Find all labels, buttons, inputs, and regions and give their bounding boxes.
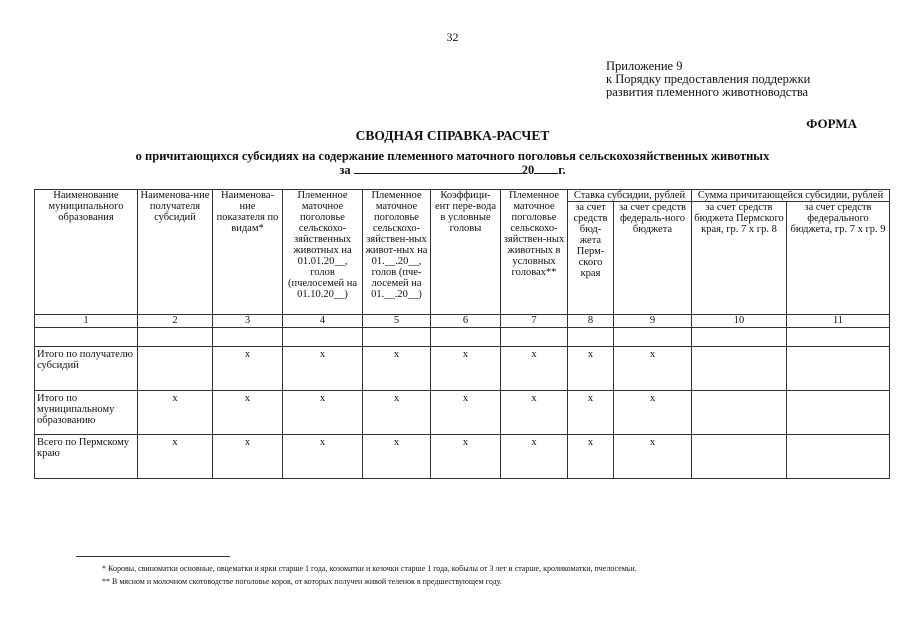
column-number: 10 bbox=[692, 315, 787, 328]
column-number: 9 bbox=[614, 315, 692, 328]
table-cell bbox=[692, 347, 787, 391]
table-cell: х bbox=[283, 347, 363, 391]
empty-row bbox=[35, 328, 890, 347]
table-cell bbox=[692, 328, 787, 347]
table-cell: х bbox=[501, 391, 568, 435]
header-conversion-coefficient: Коэффици-ент пере-вода в условные головы bbox=[431, 190, 501, 315]
year-blank-field bbox=[534, 161, 558, 174]
column-number: 7 bbox=[501, 315, 568, 328]
table-cell: х bbox=[363, 391, 431, 435]
table-cell: х bbox=[138, 391, 213, 435]
table-cell bbox=[431, 328, 501, 347]
table-row bbox=[35, 347, 890, 391]
document-subtitle: о причитающихся субсидиях на содержание племенного маточного поголовья сельскохозяйственных животных bbox=[135, 149, 770, 163]
table-cell: х bbox=[213, 391, 283, 435]
table-cell: х bbox=[568, 347, 614, 391]
table-cell: х bbox=[501, 347, 568, 391]
column-number: 11 bbox=[787, 315, 890, 328]
table-cell: х bbox=[568, 435, 614, 479]
table-cell bbox=[787, 328, 890, 347]
table-cell bbox=[787, 391, 890, 435]
table-cell: х bbox=[431, 347, 501, 391]
column-number: 1 bbox=[35, 315, 138, 328]
table-cell: х bbox=[431, 435, 501, 479]
table-row bbox=[35, 435, 890, 479]
table-cell: х bbox=[363, 347, 431, 391]
document-title: СВОДНАЯ СПРАВКА-РАСЧЕТ bbox=[355, 128, 550, 143]
appendix-note bbox=[606, 60, 810, 99]
table-cell: х bbox=[614, 391, 692, 435]
table-cell: х bbox=[431, 391, 501, 435]
table-cell: х bbox=[614, 347, 692, 391]
row-label: Всего по Пермскому краю bbox=[35, 435, 138, 479]
table-cell bbox=[363, 328, 431, 347]
header-livestock-conditional: Племенное маточное поголовье сельскохо-зяйствен-ных животных в условных головах** bbox=[501, 190, 568, 315]
table-cell bbox=[213, 328, 283, 347]
appendix-line: к Порядку предоставления поддержки bbox=[606, 72, 811, 86]
table-cell bbox=[787, 435, 890, 479]
period-suffix: г. bbox=[558, 163, 566, 177]
column-number: 2 bbox=[138, 315, 213, 328]
table-cell bbox=[283, 328, 363, 347]
table-cell bbox=[568, 328, 614, 347]
header-rate-regional: за счет средств бюд-жета Перм-ского края bbox=[568, 202, 614, 315]
column-number: 6 bbox=[431, 315, 501, 328]
table-row bbox=[35, 391, 890, 435]
table-cell: х bbox=[213, 435, 283, 479]
header-livestock-jan: Племенное маточное поголовье сельскохо-зяйственных животных на 01.01.20__, голов (пчелосемей на 01.10.20__) bbox=[283, 190, 363, 315]
subsidy-calculation-table bbox=[34, 189, 890, 479]
header-rate-federal: за счет средств федераль-ного бюджета bbox=[614, 202, 692, 315]
column-number-row bbox=[35, 315, 890, 328]
table-cell bbox=[138, 347, 213, 391]
period-prefix: за bbox=[339, 163, 351, 177]
table-cell: х bbox=[213, 347, 283, 391]
period-blank-field bbox=[354, 161, 522, 174]
table-cell bbox=[692, 391, 787, 435]
period-year: 20 bbox=[521, 163, 535, 177]
table-cell bbox=[138, 328, 213, 347]
header-recipient: Наименова-ние получателя субсидий bbox=[138, 190, 213, 315]
row-label: Итого по муниципальному образованию bbox=[35, 391, 138, 435]
column-number: 4 bbox=[283, 315, 363, 328]
appendix-line: Приложение 9 bbox=[606, 59, 683, 73]
header-sum-regional: за счет средств бюджета Пермского края, гр. 7 х гр. 8 bbox=[692, 202, 787, 315]
column-number: 8 bbox=[568, 315, 614, 328]
table-cell: х bbox=[363, 435, 431, 479]
table-cell bbox=[614, 328, 692, 347]
table-cell bbox=[787, 347, 890, 391]
header-municipality: Наименование муниципального образования bbox=[35, 190, 138, 315]
header-indicator: Наименова-ние показателя по видам* bbox=[213, 190, 283, 315]
footnote-species: * Коровы, свиноматки основные, овцематки и ярки старше 1 года, козоматки и козочки старше 1 года, кобылы от 3 лет и старше, кроликоматки, пчелосемьи. bbox=[102, 564, 637, 573]
table-cell: х bbox=[283, 435, 363, 479]
table-cell: х bbox=[283, 391, 363, 435]
footnote-divider bbox=[76, 556, 230, 557]
header-livestock-current: Племенное маточное поголовье сельскохо-зяйствен-ных живот-ных на 01.__.20__, голов (пче-лосемей на 01.__.20__) bbox=[363, 190, 431, 315]
appendix-line: развития племенного животноводства bbox=[606, 85, 809, 99]
table-cell: х bbox=[138, 435, 213, 479]
header-sum-federal: за счет средств федерального бюджета, гр. 7 х гр. 9 bbox=[787, 202, 890, 315]
footnote-cattle: ** В мясном и молочном скотоводстве поголовье коров, от которых получен живой теленок в предшествующем году. bbox=[102, 577, 502, 586]
table-cell bbox=[692, 435, 787, 479]
form-label: ФОРМА bbox=[806, 116, 857, 131]
column-number: 5 bbox=[363, 315, 431, 328]
table-cell: х bbox=[614, 435, 692, 479]
page-number: 32 bbox=[446, 30, 459, 44]
table-cell bbox=[35, 328, 138, 347]
header-subsidy-sum-group: Сумма причитающейся субсидии, рублей bbox=[692, 190, 890, 202]
table-cell bbox=[501, 328, 568, 347]
header-row bbox=[35, 190, 890, 202]
column-number: 3 bbox=[213, 315, 283, 328]
reporting-period bbox=[0, 161, 905, 178]
table-cell: х bbox=[501, 435, 568, 479]
table-cell: х bbox=[568, 391, 614, 435]
header-subsidy-rate-group: Ставка субсидии, рублей bbox=[568, 190, 692, 202]
row-label: Итого по получателю субсидий bbox=[35, 347, 138, 391]
